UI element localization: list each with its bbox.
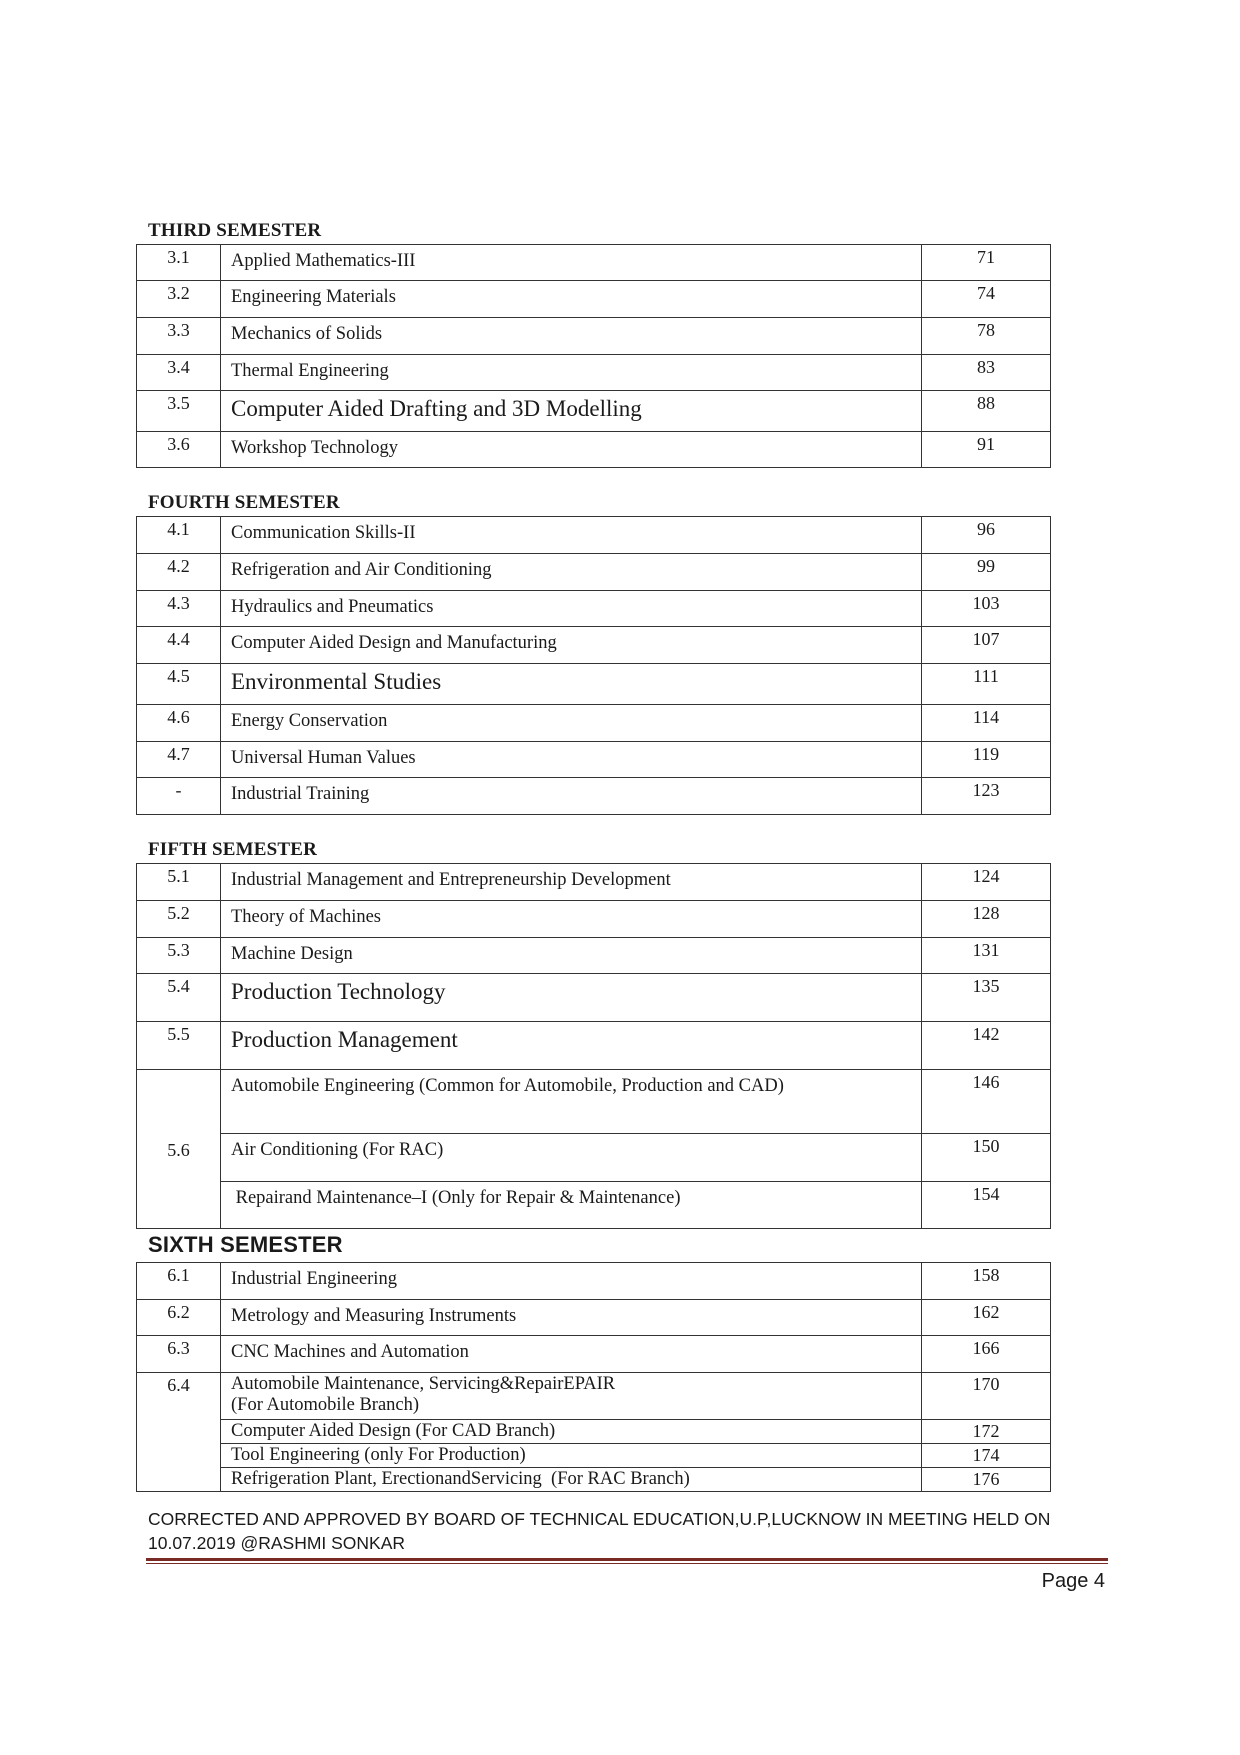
row-number: 3.1 <box>137 245 221 281</box>
table-row <box>137 1420 1051 1444</box>
row-number: 6.3 <box>137 1336 221 1373</box>
page-number: 154 <box>922 1182 1051 1229</box>
subject-title: CNC Machines and Automation <box>221 1336 922 1373</box>
page-number: 83 <box>922 355 1051 391</box>
row-number: 5.1 <box>137 864 221 901</box>
table-row <box>137 1134 1051 1182</box>
fourth-semester-table <box>136 516 1051 815</box>
table-row <box>137 391 1051 432</box>
row-number: 4.3 <box>137 591 221 627</box>
subject-title-line2: (For Automobile Branch) <box>231 1395 420 1415</box>
row-number: 5.5 <box>137 1022 221 1070</box>
page-number: 99 <box>922 554 1051 591</box>
subject-title: Automobile Engineering (Common for Automobile, Production and CAD) <box>221 1070 922 1134</box>
page-number: 146 <box>922 1070 1051 1134</box>
footer-divider <box>146 1558 1108 1561</box>
row-number: 6.1 <box>137 1263 221 1300</box>
page-number: 172 <box>922 1420 1051 1444</box>
table-row <box>137 432 1051 468</box>
page-number: 111 <box>922 664 1051 705</box>
table-row <box>137 355 1051 391</box>
page-number: 107 <box>922 627 1051 664</box>
table-row <box>137 318 1051 355</box>
fourth-semester-heading: FOURTH SEMESTER <box>148 492 340 513</box>
table-row <box>137 517 1051 554</box>
subject-title: Industrial Engineering <box>221 1263 922 1300</box>
subject-title: Theory of Machines <box>221 901 922 938</box>
table-row <box>137 1300 1051 1336</box>
table-row <box>137 554 1051 591</box>
subject-title: Repairand Maintenance–I (Only for Repair & Maintenance) <box>221 1182 922 1229</box>
page-number: 176 <box>922 1468 1051 1492</box>
subject-title: Metrology and Measuring Instruments <box>221 1300 922 1336</box>
page-number: 88 <box>922 391 1051 432</box>
subject-title: Applied Mathematics-III <box>221 245 922 281</box>
table-row <box>137 1022 1051 1070</box>
page-number: 119 <box>922 742 1051 778</box>
table-row <box>137 281 1051 318</box>
footer-line-2: 10.07.2019 @RASHMI SONKAR <box>148 1533 406 1553</box>
footer-divider-thin <box>146 1563 1108 1564</box>
page-number: 71 <box>922 245 1051 281</box>
table-row <box>137 974 1051 1022</box>
subject-title: Mechanics of Solids <box>221 318 922 355</box>
subject-title: Industrial Management and Entrepreneurship Development <box>221 864 922 901</box>
subject-title: Computer Aided Design (For CAD Branch) <box>221 1420 922 1444</box>
page-number: 128 <box>922 901 1051 938</box>
row-number: 5.3 <box>137 938 221 974</box>
third-semester-table <box>136 244 1051 468</box>
page-number: 123 <box>922 778 1051 815</box>
page-number: 135 <box>922 974 1051 1022</box>
page-number: 78 <box>922 318 1051 355</box>
subject-title: Production Management <box>221 1022 922 1070</box>
page-number: 114 <box>922 705 1051 742</box>
table-row <box>137 705 1051 742</box>
footer-line-1: CORRECTED AND APPROVED BY BOARD OF TECHNICAL EDUCATION,U.P,LUCKNOW IN MEETING HELD ON <box>148 1509 1051 1529</box>
subject-title: Computer Aided Design and Manufacturing <box>221 627 922 664</box>
footer-approval-note <box>148 1507 1108 1555</box>
table-row <box>137 901 1051 938</box>
subject-title: Air Conditioning (For RAC) <box>221 1134 922 1182</box>
page-number: 166 <box>922 1336 1051 1373</box>
row-number: 4.6 <box>137 705 221 742</box>
subject-title: Production Technology <box>221 974 922 1022</box>
table-row <box>137 1070 1051 1134</box>
table-row <box>137 864 1051 901</box>
table-row <box>137 591 1051 627</box>
group-number: 5.6 <box>137 1070 221 1229</box>
page-number: 142 <box>922 1022 1051 1070</box>
row-number: 3.5 <box>137 391 221 432</box>
page-number: 170 <box>922 1373 1051 1420</box>
page-number: 96 <box>922 517 1051 554</box>
sixth-semester-table <box>136 1262 1051 1373</box>
table-row <box>137 1336 1051 1373</box>
subject-title: Machine Design <box>221 938 922 974</box>
table-row <box>137 1468 1051 1492</box>
table-row <box>137 664 1051 705</box>
subject-title: Refrigeration and Air Conditioning <box>221 554 922 591</box>
page-number: 162 <box>922 1300 1051 1336</box>
page-number: 74 <box>922 281 1051 318</box>
row-number: 4.4 <box>137 627 221 664</box>
table-row <box>137 1263 1051 1300</box>
subject-title-line1: Automobile Maintenance, Servicing&RepairEPAIR <box>231 1374 616 1394</box>
group-number: 6.4 <box>137 1373 221 1492</box>
row-number: 4.7 <box>137 742 221 778</box>
row-number: 3.6 <box>137 432 221 468</box>
page-number-label: Page 4 <box>1041 1570 1105 1592</box>
page-number: 150 <box>922 1134 1051 1182</box>
subject-title: Workshop Technology <box>221 432 922 468</box>
row-number: 4.1 <box>137 517 221 554</box>
page-number: 124 <box>922 864 1051 901</box>
subject-title <box>221 1373 922 1420</box>
subject-title: Tool Engineering (only For Production) <box>221 1444 922 1468</box>
sixth-semester-group-table <box>136 1372 1051 1492</box>
subject-title: Communication Skills-II <box>221 517 922 554</box>
page-number: 91 <box>922 432 1051 468</box>
row-number: 4.5 <box>137 664 221 705</box>
row-number: 3.3 <box>137 318 221 355</box>
subject-title: Engineering Materials <box>221 281 922 318</box>
subject-title: Thermal Engineering <box>221 355 922 391</box>
subject-title: Industrial Training <box>221 778 922 815</box>
fifth-semester-table <box>136 863 1051 1229</box>
table-row <box>137 742 1051 778</box>
subject-title: Refrigeration Plant, ErectionandServicing (For RAC Branch) <box>221 1468 922 1492</box>
third-semester-heading: THIRD SEMESTER <box>148 220 322 241</box>
row-number: - <box>137 778 221 815</box>
table-row <box>137 1182 1051 1229</box>
table-row <box>137 245 1051 281</box>
table-row <box>137 778 1051 815</box>
page-number: 103 <box>922 591 1051 627</box>
page-number: 131 <box>922 938 1051 974</box>
row-number: 6.2 <box>137 1300 221 1336</box>
row-number: 3.2 <box>137 281 221 318</box>
fifth-semester-heading: FIFTH SEMESTER <box>148 839 318 860</box>
row-number: 5.2 <box>137 901 221 938</box>
subject-title: Universal Human Values <box>221 742 922 778</box>
page-number: 174 <box>922 1444 1051 1468</box>
table-row <box>137 1444 1051 1468</box>
table-row <box>137 1373 1051 1420</box>
row-number: 3.4 <box>137 355 221 391</box>
subject-title: Computer Aided Drafting and 3D Modelling <box>221 391 922 432</box>
page-number: 158 <box>922 1263 1051 1300</box>
table-row <box>137 938 1051 974</box>
table-row <box>137 627 1051 664</box>
sixth-semester-heading: SIXTH SEMESTER <box>148 1232 343 1257</box>
subject-title: Environmental Studies <box>221 664 922 705</box>
subject-title: Hydraulics and Pneumatics <box>221 591 922 627</box>
row-number: 4.2 <box>137 554 221 591</box>
row-number: 5.4 <box>137 974 221 1022</box>
subject-title: Energy Conservation <box>221 705 922 742</box>
